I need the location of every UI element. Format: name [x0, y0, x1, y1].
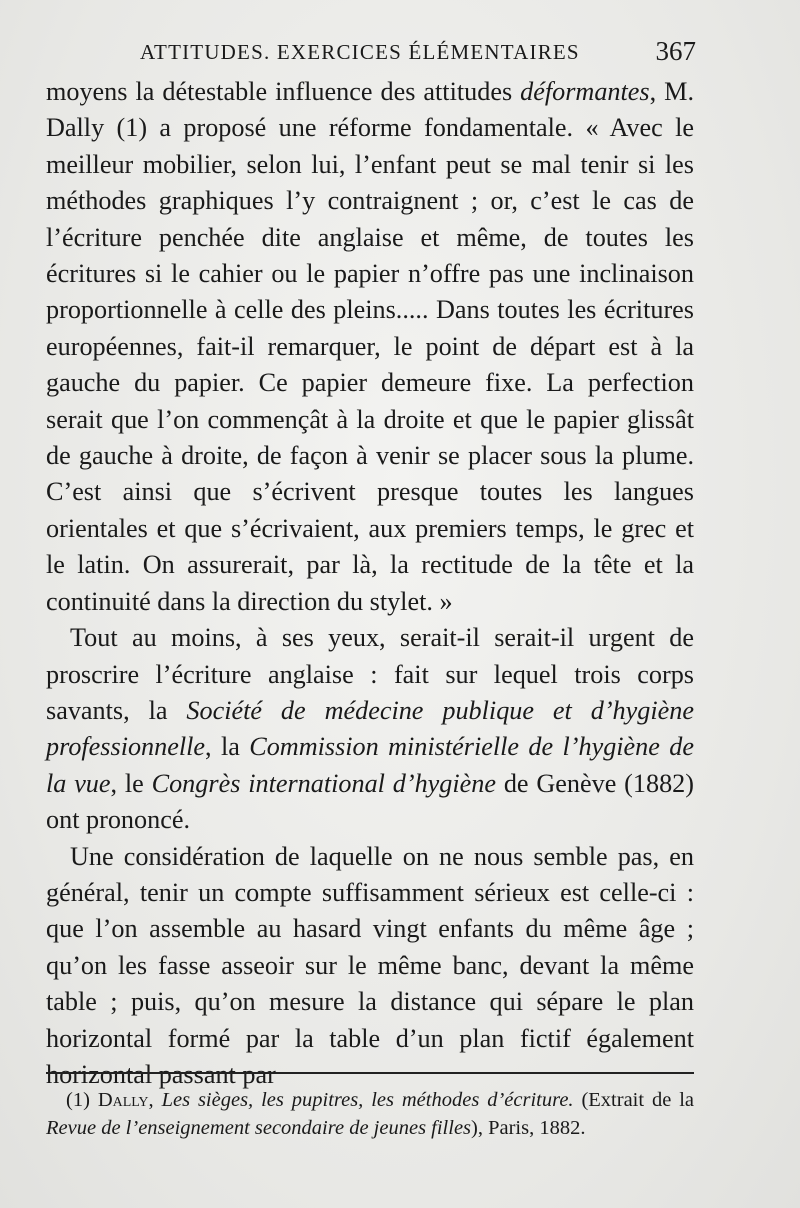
text-run: moyens la détestable influence des attitudes — [46, 77, 521, 106]
text-run: Une considération de laquelle on ne nous semble pas, en général, tenir un compte suffisamment sérieux est celle-ci : que l’on assemble au hasard vingt enfants du même âge ; qu’on les fasse asseoir sur le même banc, devant la même table ; puis, qu’on mesure la distance qui sépare le plan horizontal formé par la table d’un plan fictif également horizontal passant par — [46, 841, 694, 1089]
footnote-marker: (1) — [66, 1089, 98, 1111]
running-head: ATTITUDES. EXERCICES ÉLÉMENTAIRES — [140, 40, 580, 64]
footnote-text — [46, 1086, 694, 1142]
footnote-extract: (Extrait de la — [573, 1089, 694, 1111]
footnote — [46, 1086, 694, 1142]
text-run: de Genève (1882) ont prononcé. — [46, 768, 694, 835]
page-number: 367 — [655, 36, 696, 66]
footnote-rule — [46, 1072, 694, 1074]
footnote-author: Dally — [97, 1089, 149, 1111]
body-text — [46, 74, 694, 1093]
footnote-journal: Revue de l’enseignement secondaire de jeunes filles — [46, 1117, 472, 1139]
italic-text: Société de médecine publique et d’hygiène professionnelle — [46, 695, 694, 762]
text-run: , la — [205, 732, 250, 762]
paragraph-3 — [46, 839, 694, 1094]
footnote-tail: ), Paris, 1882. — [471, 1117, 586, 1139]
text-run: , le — [110, 768, 152, 798]
page-header — [140, 36, 696, 72]
italic-text: déformantes — [520, 77, 650, 106]
paragraph-2 — [46, 620, 694, 838]
italic-text: Congrès international d’hygiène — [151, 768, 497, 798]
footnote-title: Les sièges, les pupitres, les méthodes d’écriture. — [161, 1089, 574, 1111]
text-run: Tout au moins, à ses yeux, serait-il serait-il urgent de proscrire l’écriture anglaise : fait sur lequel trois corps savants, la — [46, 623, 694, 725]
footnote-separator: , — [148, 1089, 162, 1111]
italic-text: Commission ministérielle de l’hygiène de la vue — [46, 732, 694, 798]
paragraph-1 — [46, 74, 694, 620]
text-run: , M. Dally (1) a proposé une réforme fondamentale. « Avec le meilleur mobilier, selon lui, l’enfant peut se mal tenir si les méthodes graphiques l’y contraignent ; or, c’est le cas de l’écriture penchée dite anglaise et même, de toutes les écritures si le cahier ou le papier n’offre pas une inclinaison proportionnelle à celle des pleins..... Dans toutes les écritures européennes, fait-il remarquer, le point de départ est à la gauche du papier. Ce papier demeure fixe. La perfection serait que l’on commençât à la droite et que le papier glissât de gauche à droite, de façon à venir se placer sous la plume. C’est ainsi que s’écrivent presque toutes les langues orientales et que s’écrivaient, aux premiers temps, le grec et le latin. On assurerait, par là, la rectitude de la tête et la continuité dans la direction du stylet. » — [46, 77, 694, 616]
